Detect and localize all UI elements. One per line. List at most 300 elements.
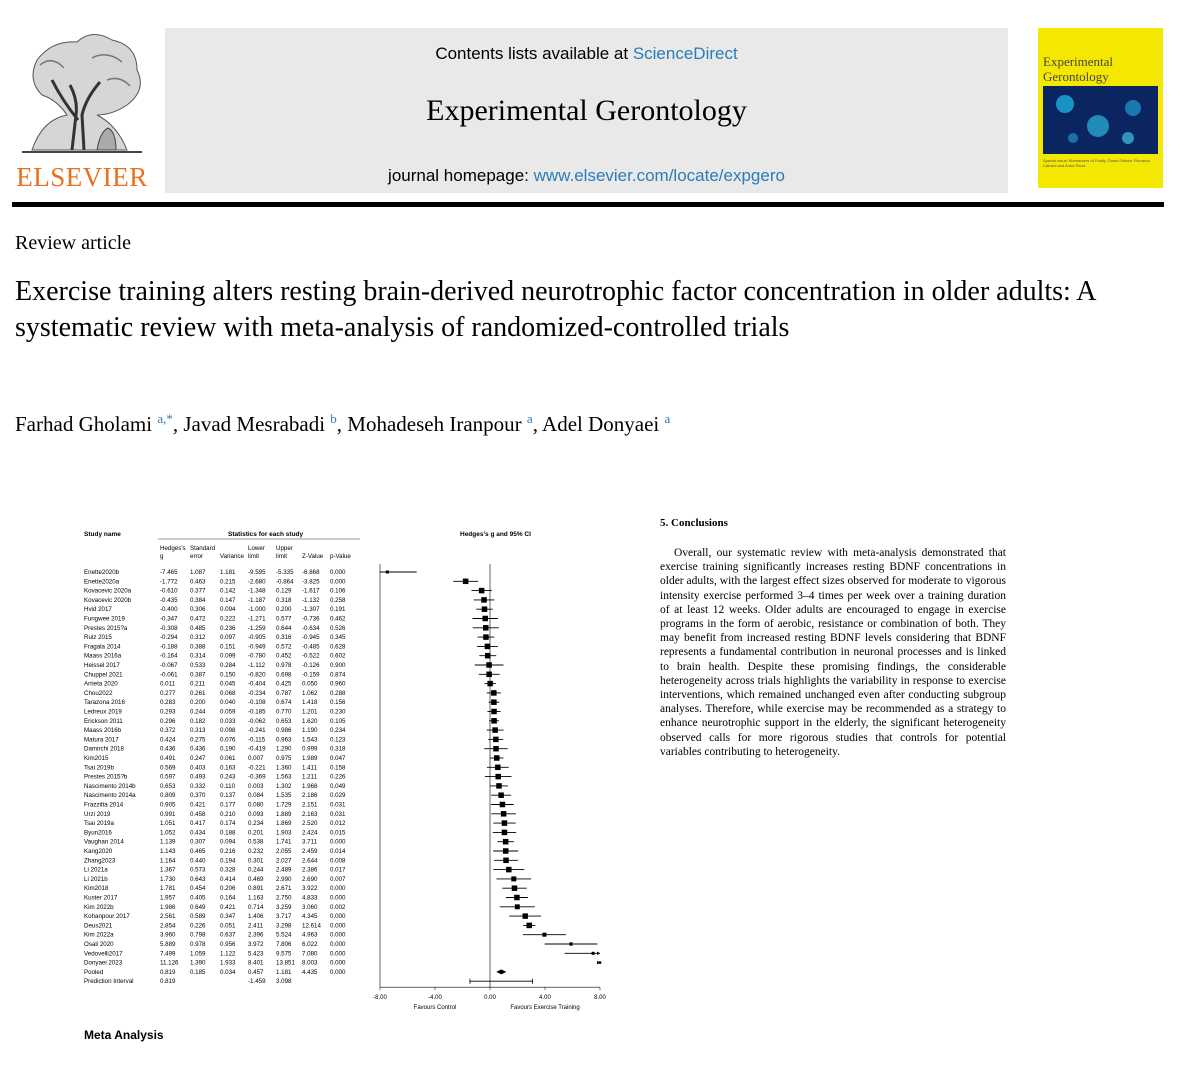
- study-stat: 0.200: [276, 606, 292, 614]
- effect-size-square: [479, 588, 485, 594]
- study-stat: 1.139: [160, 838, 176, 846]
- header-rule: [12, 202, 1164, 207]
- author-name[interactable]: Farhad Gholami: [15, 412, 153, 436]
- study-stat: 1.729: [276, 801, 292, 809]
- study-stat: 0.000: [330, 569, 346, 576]
- study-stat: -0.241: [248, 727, 266, 735]
- study-name: Matura 2017: [84, 736, 119, 744]
- study-name: Deus2021: [84, 922, 113, 930]
- study-stat: 1.360: [276, 764, 292, 772]
- study-stat: 0.644: [276, 624, 292, 632]
- header-plot-title: Hedges's g and 95% CI: [460, 531, 531, 538]
- study-stat: 0.533: [190, 662, 206, 669]
- header-study-name: Study name: [84, 531, 121, 538]
- study-stat: -1.000: [248, 606, 266, 614]
- author-affiliation[interactable]: b: [330, 411, 337, 426]
- study-stat: 2.459: [302, 848, 318, 855]
- study-stat: 2.489: [276, 866, 292, 874]
- study-stat: 0.462: [330, 615, 346, 623]
- study-stat: -0.435: [160, 596, 178, 604]
- study-stat: 0.040: [220, 699, 236, 707]
- study-stat: 11.126: [160, 959, 179, 967]
- study-stat: 1.181: [276, 968, 292, 976]
- study-stat: 0.191: [330, 606, 346, 614]
- study-stat: 0.097: [220, 634, 236, 642]
- study-name: Byun2016: [84, 829, 112, 837]
- study-stat: 0.414: [220, 875, 236, 883]
- study-stat: 0.589: [190, 913, 206, 921]
- study-name: Tsai 2019a: [84, 820, 114, 828]
- cover-image: [1043, 86, 1158, 154]
- study-stat: 0.975: [276, 755, 292, 762]
- study-stat: 0.210: [220, 810, 236, 818]
- study-stat: 1.543: [302, 736, 318, 744]
- study-stat: 0.011: [160, 680, 176, 688]
- study-stat: 0.047: [330, 755, 346, 762]
- study-stat: 0.002: [330, 903, 346, 911]
- study-stat: -0.736: [302, 615, 320, 623]
- study-stat: 1.535: [276, 792, 292, 800]
- study-name: Kim2018: [84, 885, 109, 893]
- study-stat: -9.595: [248, 569, 266, 576]
- study-stat: 0.000: [330, 838, 346, 846]
- study-stat: 0.147: [220, 596, 236, 604]
- study-name: Li 2021a: [84, 866, 108, 874]
- study-stat: 3.711: [302, 838, 318, 846]
- effect-size-square: [599, 961, 602, 964]
- study-stat: 0.307: [190, 838, 206, 846]
- study-stat: 8.401: [248, 959, 264, 967]
- study-stat: 0.572: [276, 643, 292, 651]
- study-stat: 0.440: [190, 857, 206, 865]
- author-name[interactable]: Adel Donyaei: [542, 412, 660, 436]
- effect-size-square: [502, 830, 508, 836]
- study-stat: 0.051: [220, 922, 236, 930]
- study-stat: -1.259: [248, 624, 266, 632]
- study-stat: 0.007: [248, 755, 264, 762]
- study-stat: 1.290: [276, 745, 292, 753]
- effect-size-square: [542, 933, 546, 937]
- study-stat: 0.206: [220, 885, 236, 893]
- sciencedirect-link[interactable]: ScienceDirect: [632, 44, 738, 63]
- study-stat: 0.123: [330, 736, 346, 744]
- study-stat: 0.436: [190, 745, 206, 753]
- study-stat: -0.221: [248, 764, 266, 772]
- cover-footer: Special Issue: Biomarkers of Frailty. Guest Editors: Riccardo Calvani and Anna Picca: [1043, 158, 1150, 168]
- study-stat: 0.372: [160, 727, 176, 735]
- study-stat: 0.434: [190, 829, 206, 837]
- study-stat: 0.313: [190, 727, 206, 735]
- study-stat: 0.978: [276, 662, 292, 669]
- study-name: Vaughan 2014: [84, 838, 124, 846]
- study-stat: 0.384: [190, 596, 206, 604]
- study-stat: 0.388: [190, 643, 206, 651]
- study-stat: 1.741: [276, 838, 292, 846]
- study-stat: 0.436: [160, 745, 176, 753]
- effect-size-square: [500, 802, 506, 808]
- effect-size-square: [511, 876, 516, 881]
- study-stat: 0.017: [330, 866, 346, 874]
- column-header-line2: limit: [248, 553, 259, 560]
- study-stat: -2.680: [248, 578, 266, 586]
- study-stat: 0.045: [220, 680, 236, 688]
- study-stat: 0.653: [160, 782, 176, 790]
- x-tick-label: 4.00: [539, 995, 551, 1002]
- study-stat: 0.000: [330, 959, 346, 967]
- study-stat: 0.105: [330, 717, 346, 725]
- study-stat: -0.234: [248, 689, 266, 697]
- study-stat: -0.485: [302, 643, 320, 651]
- study-stat: 5.889: [160, 941, 176, 948]
- effect-size-square: [485, 644, 491, 650]
- effect-size-square: [491, 709, 497, 715]
- study-stat: 0.000: [330, 885, 346, 893]
- study-stat: 0.698: [276, 671, 292, 679]
- study-stat: 0.905: [160, 801, 176, 809]
- study-stat: 0.226: [190, 922, 206, 930]
- study-stat: 0.318: [276, 596, 292, 604]
- study-stat: 0.891: [248, 885, 264, 893]
- study-stat: 1.052: [160, 829, 176, 837]
- study-stat: 0.874: [330, 671, 346, 679]
- study-stat: 0.137: [220, 792, 236, 800]
- study-stat: 3.717: [276, 913, 292, 921]
- author-affiliation[interactable]: a: [526, 411, 533, 426]
- study-stat: 0.190: [220, 745, 236, 753]
- column-header-line1: Hedges's: [160, 545, 186, 552]
- study-stat: -0.945: [302, 634, 320, 642]
- study-stat: 1.889: [276, 810, 292, 818]
- x-tick-label: 8.00: [594, 995, 606, 1002]
- study-stat: 1.163: [248, 894, 264, 902]
- contents-line: [165, 44, 1008, 64]
- study-stat: 2.151: [302, 801, 318, 809]
- study-stat: 0.986: [276, 727, 292, 735]
- study-stat: 1.390: [190, 959, 206, 967]
- effect-size-square: [483, 634, 489, 640]
- study-stat: 0.000: [330, 950, 346, 958]
- study-name: Kuster 2017: [84, 894, 118, 902]
- study-name: Pooled: [84, 968, 104, 976]
- conclusions-heading: 5. Conclusions: [660, 517, 728, 529]
- study-stat: 2.411: [248, 922, 264, 930]
- study-stat: 2.027: [276, 857, 292, 865]
- study-stat: 0.200: [190, 699, 206, 707]
- effect-size-square: [503, 839, 509, 845]
- study-stat: 9.575: [276, 950, 292, 958]
- study-stat: 1.302: [276, 782, 292, 790]
- study-stat: 0.061: [220, 755, 236, 762]
- study-stat: 1.122: [220, 950, 236, 958]
- effect-size-square: [526, 923, 532, 929]
- study-name: Ruiz 2015: [84, 634, 112, 642]
- column-header-line1: Upper: [276, 545, 293, 552]
- study-stat: -3.825: [302, 578, 320, 586]
- study-stat: 0.714: [248, 903, 264, 911]
- study-stat: 0.819: [160, 978, 176, 986]
- study-stat: 0.008: [330, 857, 346, 865]
- study-stat: 0.417: [190, 820, 206, 828]
- study-name: Chou2022: [84, 689, 113, 697]
- study-stat: 0.597: [160, 773, 176, 781]
- study-stat: 0.000: [330, 941, 346, 948]
- study-stat: 0.328: [220, 866, 236, 874]
- study-stat: 0.458: [190, 810, 206, 818]
- study-stat: 1.957: [160, 894, 176, 902]
- study-name: Kovacevic 2020b: [84, 596, 132, 604]
- study-stat: 0.956: [220, 941, 236, 948]
- study-stat: -0.404: [248, 680, 266, 688]
- study-name: Enette2020a: [84, 578, 120, 586]
- study-stat: 0.465: [190, 848, 206, 855]
- study-stat: 0.978: [190, 941, 206, 948]
- study-name: Urzi 2019: [84, 810, 111, 818]
- study-name: Maass 2016b: [84, 727, 122, 735]
- study-stat: -1.617: [302, 587, 320, 595]
- homepage-prefix: journal homepage:: [388, 166, 534, 185]
- effect-size-square: [503, 848, 509, 854]
- study-stat: 0.000: [330, 578, 346, 586]
- study-name: Prestes 2015?b: [84, 773, 128, 781]
- study-name: Ledreux 2019: [84, 708, 122, 716]
- study-name: Erickson 2011: [84, 717, 123, 725]
- publisher-name: ELSEVIER: [16, 162, 148, 192]
- effect-size-square: [486, 662, 492, 668]
- study-stat: 0.316: [276, 634, 292, 642]
- study-stat: -0.780: [248, 652, 266, 660]
- study-stat: 0.093: [248, 810, 264, 818]
- study-stat: 0.232: [248, 848, 264, 855]
- study-stat: 0.094: [220, 838, 236, 846]
- study-stat: 0.158: [330, 764, 346, 772]
- study-stat: 0.526: [330, 624, 346, 632]
- study-stat: 0.403: [190, 764, 206, 772]
- effect-size-square: [491, 718, 497, 724]
- study-stat: 3.922: [302, 885, 318, 893]
- study-stat: 0.076: [220, 736, 236, 744]
- study-stat: 0.284: [220, 662, 236, 669]
- study-stat: 0.234: [330, 727, 346, 735]
- study-stat: 0.050: [302, 680, 318, 688]
- article-title: Exercise training alters resting brain-derived neurotrophic factor concentration in older adults: A systematic review with meta-analysis of randomized-controlled trials: [15, 276, 1095, 343]
- journal-title: Experimental Gerontology: [426, 94, 747, 127]
- study-name: Nascimento 2014b: [84, 782, 136, 790]
- study-stat: -0.126: [302, 662, 320, 669]
- effect-size-square: [386, 571, 389, 574]
- study-stat: -0.634: [302, 624, 320, 632]
- study-stat: 4.345: [302, 913, 318, 921]
- study-stat: 0.003: [248, 782, 264, 790]
- study-stat: -1.132: [302, 596, 320, 604]
- column-header-line1: Standard: [190, 545, 216, 552]
- study-stat: 0.469: [248, 875, 264, 883]
- study-stat: -0.820: [248, 671, 266, 679]
- study-stat: -0.062: [248, 717, 266, 725]
- study-stat: -1.112: [248, 662, 266, 669]
- study-stat: 1.869: [276, 820, 292, 828]
- x-label-left: Favours Control: [413, 1005, 457, 1012]
- study-stat: 0.049: [330, 782, 346, 790]
- study-stat: -1.459: [248, 978, 266, 986]
- effect-size-square: [495, 774, 501, 780]
- study-name: Damirchi 2018: [84, 745, 124, 753]
- study-name: Prestes 2015?a: [84, 624, 128, 632]
- study-stat: 0.485: [190, 624, 206, 632]
- study-stat: 0.034: [220, 968, 236, 976]
- study-stat: 0.332: [190, 782, 206, 790]
- study-stat: 0.182: [190, 717, 206, 725]
- study-stat: 0.007: [330, 875, 346, 883]
- effect-size-square: [482, 606, 488, 612]
- study-stat: 0.068: [220, 689, 236, 697]
- study-stat: 1.933: [220, 959, 236, 967]
- study-stat: -1.348: [248, 587, 266, 595]
- effect-size-square: [493, 746, 499, 752]
- author-name[interactable]: Javad Mesrabadi: [183, 412, 326, 436]
- study-stat: 0.164: [220, 894, 236, 902]
- homepage-link[interactable]: www.elsevier.com/locate/expgero: [533, 166, 785, 185]
- study-stat: 0.377: [190, 587, 206, 595]
- author-affiliation[interactable]: a,*: [157, 411, 173, 426]
- study-stat: 0.015: [330, 829, 346, 837]
- effect-size-square: [592, 952, 595, 955]
- effect-size-square: [522, 913, 527, 918]
- effect-size-square: [491, 699, 497, 705]
- study-stat: 0.463: [190, 578, 206, 586]
- study-stat: -1.271: [248, 615, 266, 623]
- study-stat: 0.234: [248, 820, 264, 828]
- study-stat: 1.620: [302, 717, 318, 725]
- study-stat: 0.643: [190, 875, 206, 883]
- study-stat: -1.307: [302, 606, 320, 614]
- study-stat: 0.472: [190, 615, 206, 623]
- study-stat: 0.098: [220, 727, 236, 735]
- column-header-line2: limit: [276, 553, 287, 560]
- effect-size-square: [503, 858, 509, 864]
- study-stat: 0.999: [302, 745, 318, 753]
- study-name: Fungwee 2019: [84, 615, 125, 623]
- study-name: Zhang2023: [84, 857, 116, 865]
- study-name: Hvid 2017: [84, 606, 112, 614]
- study-stat: 12.614: [302, 922, 321, 930]
- study-stat: 0.177: [220, 801, 236, 809]
- study-stat: 0.405: [190, 894, 206, 902]
- study-stat: 0.185: [190, 968, 206, 976]
- study-stat: 0.014: [330, 848, 346, 855]
- study-stat: 0.258: [330, 596, 346, 604]
- study-stat: -0.369: [248, 773, 266, 781]
- study-stat: -0.864: [276, 578, 294, 586]
- study-stat: -0.061: [160, 671, 178, 679]
- study-stat: 1.062: [302, 689, 318, 697]
- study-stat: 8.003: [302, 959, 318, 967]
- ci-arrow: [597, 952, 600, 956]
- study-stat: 3.960: [160, 931, 176, 939]
- study-name: Vedovelli2017: [84, 950, 123, 958]
- study-stat: 1.211: [302, 773, 318, 781]
- study-stat: 0.674: [276, 699, 292, 707]
- study-stat: 0.222: [220, 615, 236, 623]
- article-type: Review article: [15, 232, 132, 254]
- study-stat: -0.188: [160, 643, 178, 651]
- author-affiliation[interactable]: a: [664, 411, 671, 426]
- author-name[interactable]: Mohadeseh Iranpour: [347, 412, 522, 436]
- study-stat: 0.201: [248, 829, 264, 837]
- study-stat: -0.108: [248, 699, 266, 707]
- study-stat: 0.318: [330, 745, 346, 753]
- study-stat: 7.080: [302, 950, 318, 958]
- study-stat: 13.851: [276, 959, 295, 967]
- pooled-diamond: [496, 969, 506, 974]
- effect-size-square: [506, 867, 512, 873]
- study-stat: 0.288: [330, 689, 346, 697]
- header-stats-group: Statistics for each study: [228, 531, 304, 538]
- study-stat: 0.493: [190, 773, 206, 781]
- study-stat: 1.989: [302, 755, 318, 762]
- study-stat: 0.370: [190, 792, 206, 800]
- study-stat: 0.243: [220, 773, 236, 781]
- study-stat: 0.106: [330, 587, 346, 595]
- study-stat: 0.216: [220, 848, 236, 855]
- study-stat: 0.110: [220, 782, 236, 790]
- study-stat: 0.653: [276, 717, 292, 725]
- study-stat: 3.098: [276, 978, 292, 986]
- study-stat: 0.425: [276, 680, 292, 688]
- study-stat: 0.283: [160, 699, 176, 707]
- study-stat: 0.000: [330, 922, 346, 930]
- study-stat: 0.602: [330, 652, 346, 660]
- study-stat: 0.151: [220, 643, 236, 651]
- study-stat: 6.022: [302, 941, 318, 948]
- study-stat: 0.247: [190, 755, 206, 762]
- study-stat: -0.419: [248, 745, 266, 753]
- study-stat: 0.194: [220, 857, 236, 865]
- study-stat: 0.099: [220, 652, 236, 660]
- study-stat: 0.059: [220, 708, 236, 716]
- x-tick-label: -8.00: [373, 995, 387, 1002]
- study-stat: 0.261: [190, 689, 206, 697]
- study-stat: 0.142: [220, 587, 236, 595]
- study-stat: 0.628: [330, 643, 346, 651]
- study-stat: -0.522: [302, 652, 320, 660]
- study-stat: 2.854: [160, 922, 176, 930]
- effect-size-square: [502, 820, 508, 826]
- study-stat: 0.787: [276, 689, 292, 697]
- study-stat: 0.163: [220, 764, 236, 772]
- study-name: Li 2021b: [84, 875, 108, 883]
- effect-size-square: [487, 681, 493, 687]
- study-stat: 2.690: [302, 875, 318, 883]
- effect-size-square: [494, 755, 500, 761]
- study-stat: 1.201: [302, 708, 318, 716]
- study-stat: 0.301: [248, 857, 264, 865]
- study-name: Kovacevic 2020a: [84, 587, 132, 595]
- study-stat: 2.386: [302, 866, 318, 874]
- study-stat: -1.187: [248, 596, 266, 604]
- effect-size-square: [486, 672, 492, 678]
- study-stat: 0.960: [330, 680, 346, 688]
- conclusions-text: Overall, our systematic review with meta-analysis demonstrated that exercise training significantly increases resting BDNF concentrations in older adults, with the largest effect sizes observed for moderate to vigorous intensity exercise performed 3–4 times per week over a training duration of at least 12 weeks. Older adults are encouraged to engage in exercise programs in the form of aerobic, resistance or combination of both. They may benefit from increased resting BDNF levels considering that BDNF represents a fundamental contribution in neuronal processes and is linked to brain health. Despite these promising findings, the considerable heterogeneity across trials highlights the variability in response to exercise interventions, which remained unchanged even after conducting subgroup analyses. Therefore, while exercise may be recommended as a strategy to enhance neurotrophic support in the elderly, the significant heterogeneity observed calls for more rigorous studies that controls for potential variables contributing to heterogeneity.: [660, 547, 1006, 758]
- study-stat: 5.423: [248, 950, 264, 958]
- study-stat: 0.094: [220, 606, 236, 614]
- study-stat: 0.244: [248, 866, 264, 874]
- study-stat: -0.067: [160, 662, 178, 669]
- study-stat: 0.188: [220, 829, 236, 837]
- study-name: Prediction Interval: [84, 978, 134, 986]
- contents-prefix: Contents lists available at: [435, 44, 633, 63]
- study-stat: 0.244: [190, 708, 206, 716]
- study-stat: 0.819: [160, 968, 176, 976]
